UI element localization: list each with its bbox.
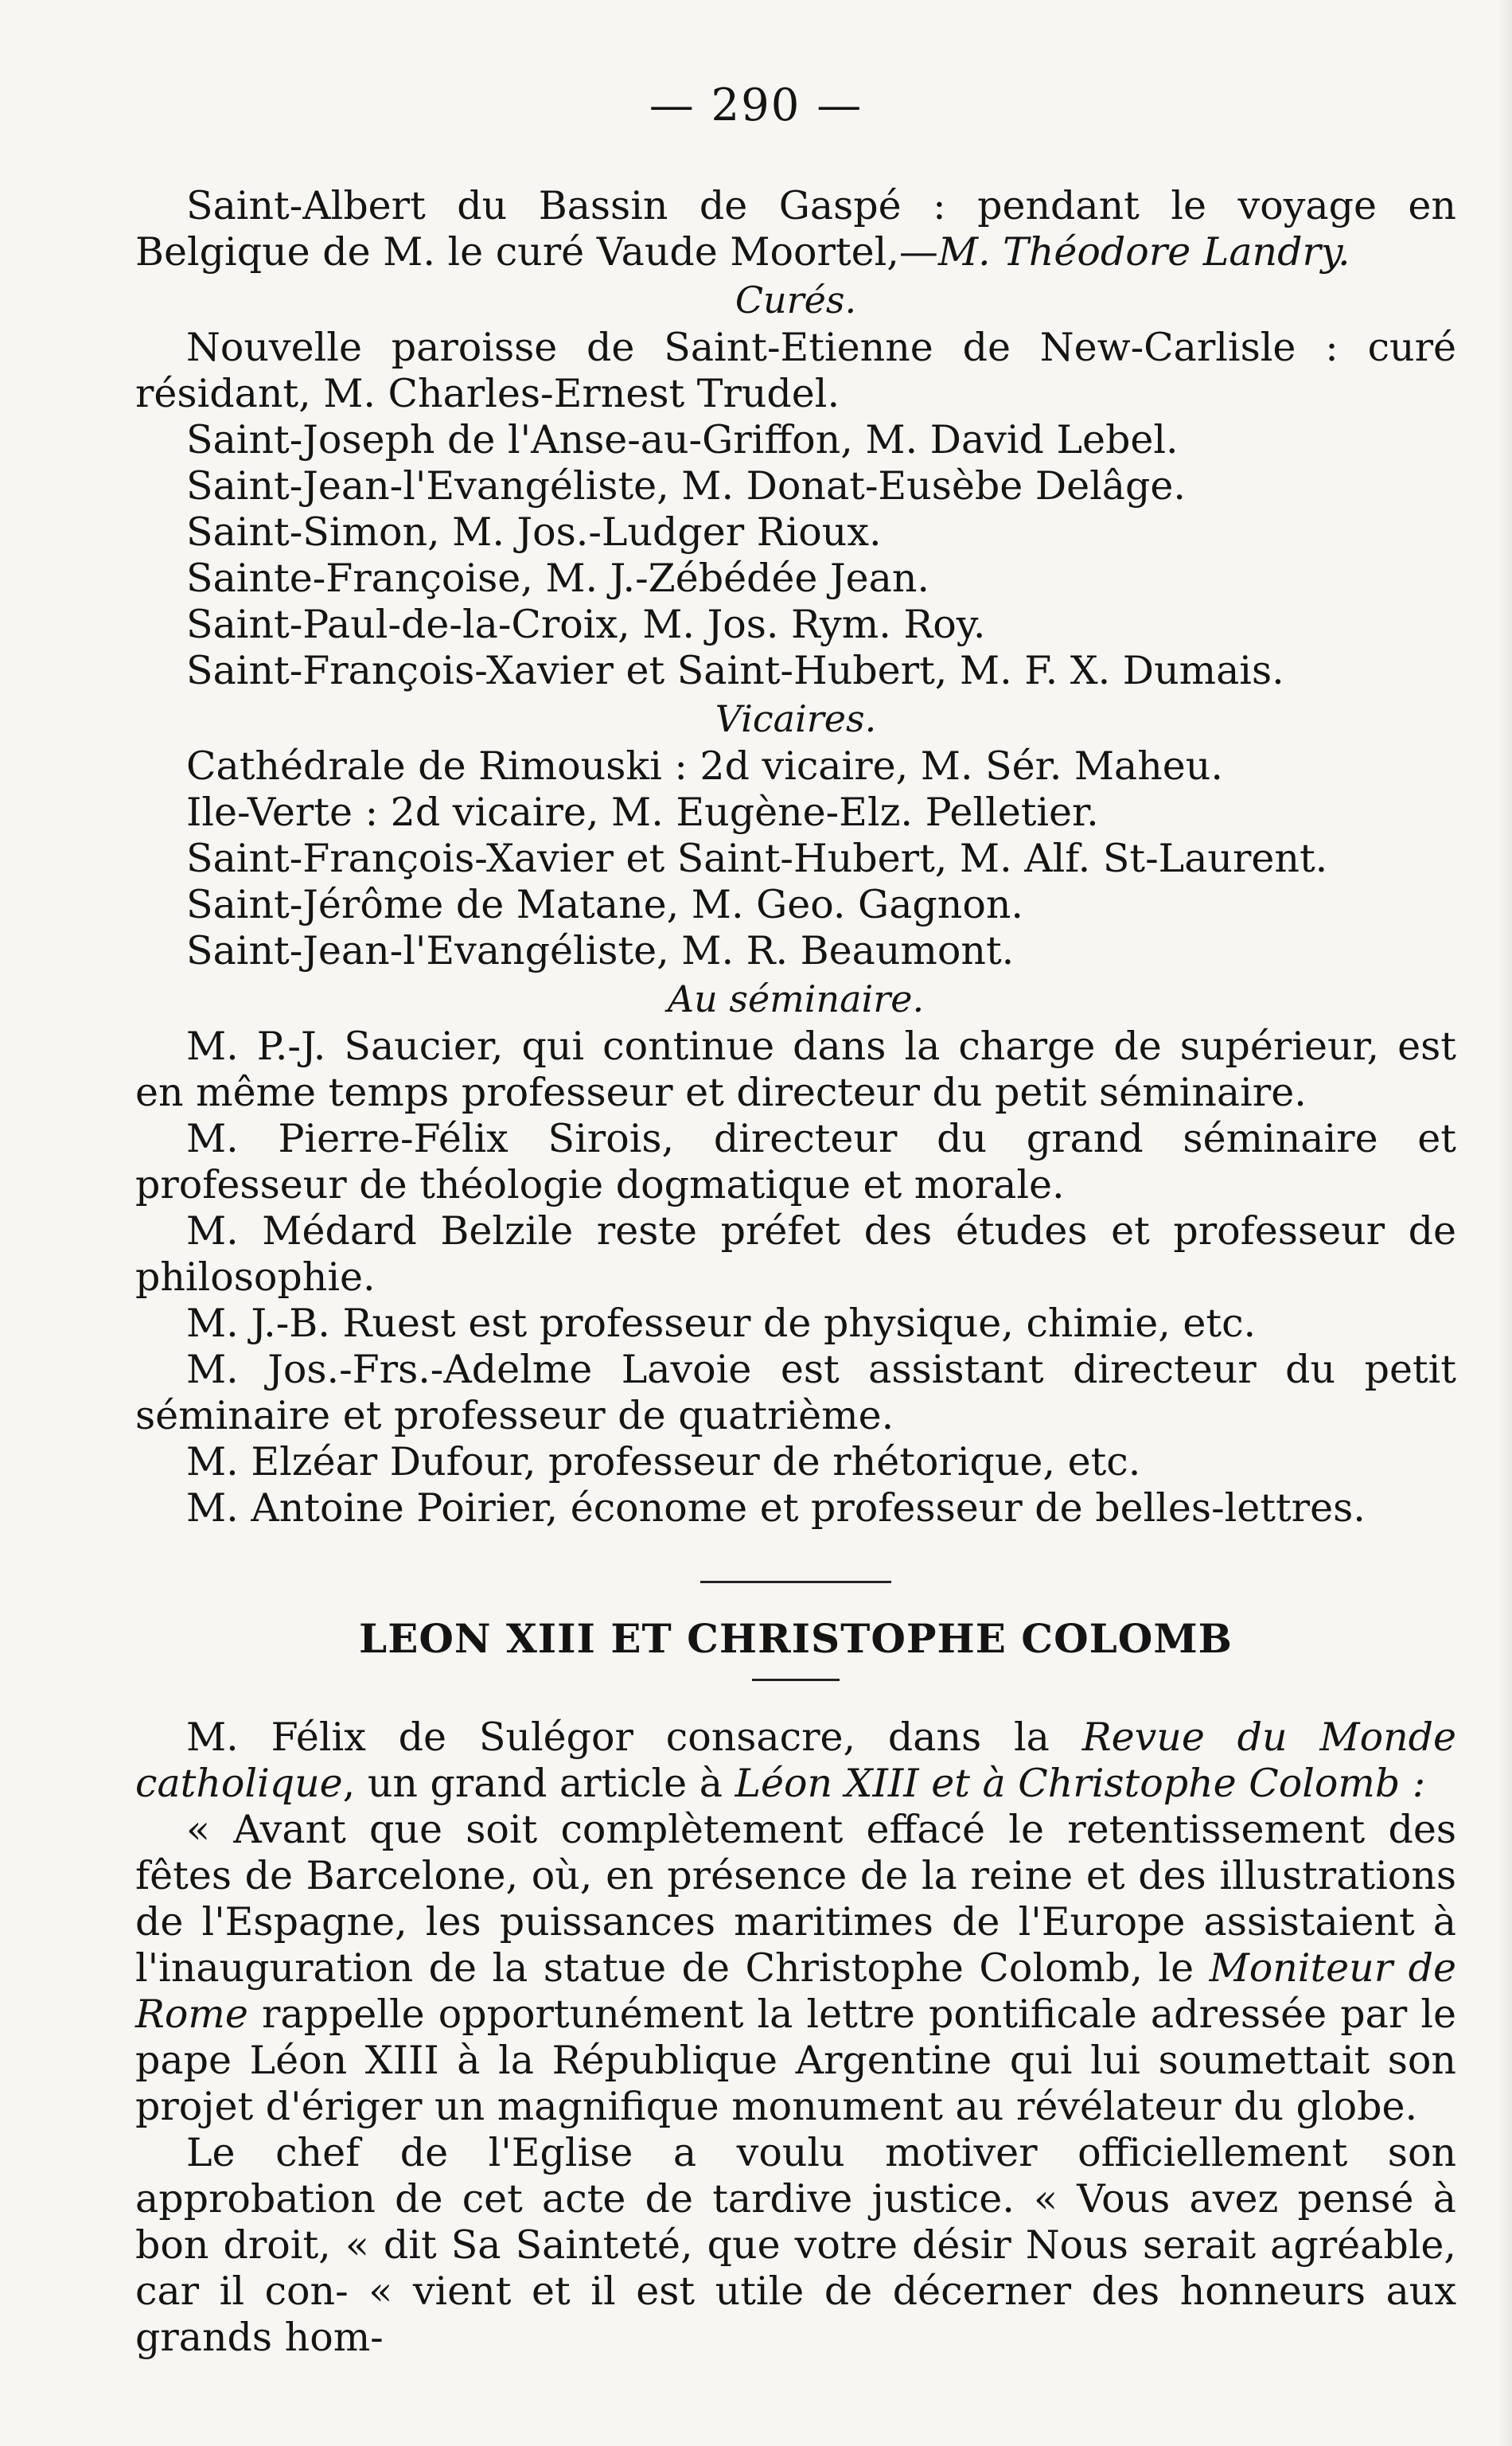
vicaires-list	[135, 743, 1456, 974]
intro-line: Saint-Albert du Bassin de Gaspé : pendant le voyage en Belgique de M. le curé Vaude Moortel,—	[135, 183, 1456, 275]
cures-list	[135, 417, 1456, 694]
publication-title: Moniteur de Rome	[135, 1945, 1457, 2037]
list-item: M. J.-B. Ruest est professeur de physique, chimie, etc.	[186, 1301, 1257, 1346]
list-item: Saint-Jérôme de Matane, M. Geo. Gagnon.	[186, 882, 1023, 927]
intro-paragraph	[135, 183, 1456, 275]
vicaires-heading: Vicaires.	[715, 697, 877, 740]
list-item: Saint-Jean-l'Evangéliste, M. Donat-Eusèbe Delâge.	[186, 463, 1186, 509]
list-item: Saint-Joseph de l'Anse-au-Griffon, M. David Lebel.	[186, 417, 1179, 462]
text-column	[135, 183, 1456, 2361]
list-item: M. Pierre-Félix Sirois, directeur du grand séminaire et professeur de théologie dogmatique et morale.	[135, 1116, 1456, 1207]
list-item: M. Médard Belzile reste préfet des études et professeur de philosophie.	[135, 1208, 1456, 1300]
text-run: , un grand article à	[342, 1761, 735, 1806]
article-subject: Léon XIII et à Christophe Colomb :	[735, 1761, 1426, 1806]
text-run: M. Félix de Sulégor consacre, dans la	[186, 1715, 1082, 1760]
text-run: rappelle opportunément la lettre pontificale adressée par le pape Léon XIII à la République Argentine qui lui soumettait son projet d'ériger un magnifique monument au révélateur du globe.	[135, 1992, 1456, 2129]
list-item: Sainte-Françoise, M. J.-Zébédée Jean.	[186, 556, 929, 601]
publication-title: Revue du Monde catholique	[135, 1715, 1456, 1806]
seminaire-list	[135, 1024, 1456, 1531]
list-item: M. Elzéar Dufour, professeur de rhétorique, etc.	[186, 1439, 1141, 1484]
list-item: M. P.-J. Saucier, qui continue dans la charge de supérieur, est en même temps professeur et directeur du petit séminaire.	[135, 1024, 1456, 1115]
list-item: Saint-François-Xavier et Saint-Hubert, M. Alf. St-Laurent.	[186, 836, 1328, 881]
list-item: Saint-Simon, M. Jos.-Ludger Rioux.	[186, 509, 882, 555]
cures-heading: Curés.	[735, 279, 857, 322]
list-item: Saint-François-Xavier et Saint-Hubert, M. F. X. Dumais.	[186, 648, 1284, 693]
article-paragraph-1	[135, 1715, 1456, 1807]
list-item: Cathédrale de Rimouski : 2d vicaire, M. Sér. Maheu.	[186, 743, 1223, 789]
list-item: Saint-Jean-l'Evangéliste, M. R. Beaumont.	[186, 928, 1015, 973]
article-paragraph-2	[135, 1807, 1456, 2130]
article-paragraph-3: Le chef de l'Eglise a voulu motiver officiellement son approbation de cet acte de tardive justice. « Vous avez pensé à bon droit, « dit Sa Sainteté, que votre désir Nous serait agréable, car il con- « vient et il est utile de décerner des honneurs aux grands hom-	[135, 2130, 1456, 2360]
seminaire-heading: Au séminaire.	[667, 977, 925, 1020]
section-divider	[700, 1581, 891, 1583]
intro-name: M. Théodore Landry.	[937, 229, 1350, 275]
list-item: Ile-Verte : 2d vicaire, M. Eugène-Elz. Pelletier.	[186, 790, 1099, 835]
list-item: Saint-Paul-de-la-Croix, M. Jos. Rym. Roy.	[186, 602, 986, 647]
scan-shadow	[1498, 0, 1512, 2446]
page-number: — 290 —	[649, 80, 863, 131]
title-underline	[752, 1679, 840, 1681]
cures-first: Nouvelle paroisse de Saint-Etienne de New-Carlisle : curé résidant, M. Charles-Ernest Trudel.	[135, 325, 1456, 416]
article-title: LEON XIII ET CHRISTOPHE COLOMB	[359, 1615, 1233, 1662]
text-run: « Avant que soit complètement effacé le retentissement des fêtes de Barcelone, où, en présence de la reine et des illustrations de l'Espagne, les puissances maritimes de l'Europe assistaient à l'inauguration de la statue de Christophe Colomb, le	[135, 1807, 1456, 1991]
list-item: M. Jos.-Frs.-Adelme Lavoie est assistant directeur du petit séminaire et professeur de quatrième.	[135, 1347, 1456, 1438]
list-item: M. Antoine Poirier, économe et professeur de belles-lettres.	[186, 1485, 1366, 1531]
